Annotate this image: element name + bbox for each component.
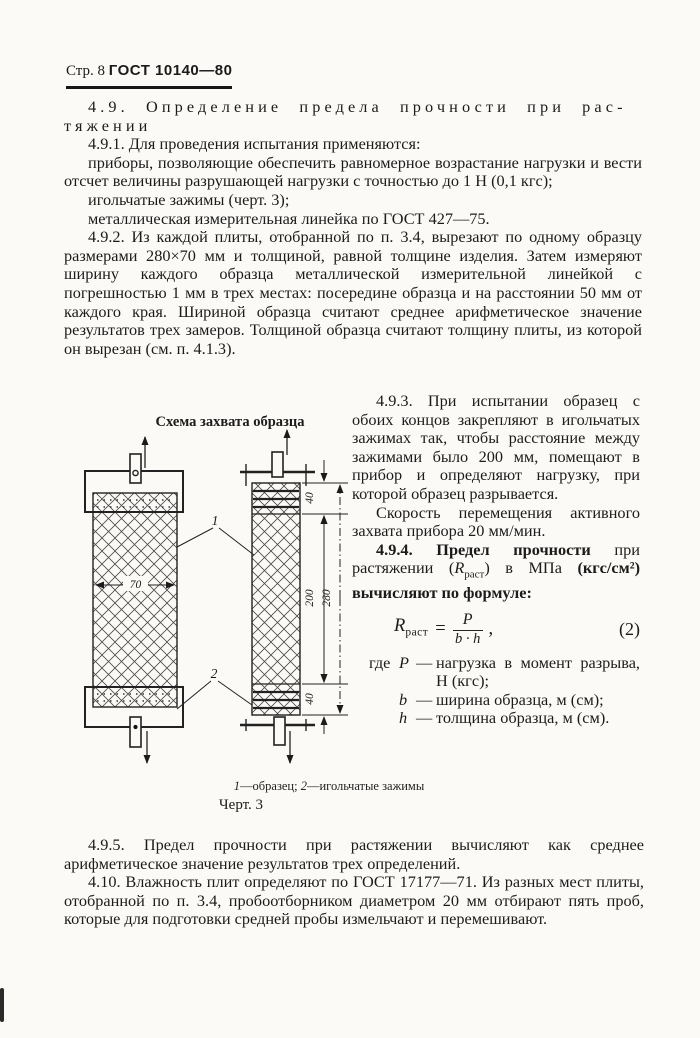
- paragraph-4-9-3: 4.9.3. При испытании образец с обоих концов закрепляют в игольчатых зажимах так, чтобы расстояние между зажимами было 200 мм, помещают в прибор и определяют нагрузку, при которой образец разрывается.: [352, 391, 640, 503]
- where-row-P: [352, 654, 640, 691]
- definition-h: толщина образца, м (см).: [436, 708, 610, 728]
- specimen-grip-diagram: [63, 408, 355, 770]
- where-row-h: [352, 709, 640, 727]
- figure-caption: [63, 779, 479, 794]
- p494-mid2: ) в МПа: [484, 558, 578, 578]
- bottom-clamp-tab: [130, 717, 141, 747]
- formula-lhs: [394, 617, 428, 642]
- p494-tail: (кгс/см²) вычисляют по формуле:: [352, 558, 641, 603]
- where-prefix: где: [369, 652, 391, 672]
- paragraph-ruler: металлическая измерительная линейка по ГОСТ 427—75.: [88, 208, 490, 228]
- equals-sign: =: [435, 618, 446, 639]
- definition-b: ширина образца, м (см);: [436, 689, 604, 709]
- paragraph-4-9-4: [352, 541, 640, 603]
- dim-200-label: 200: [304, 589, 316, 607]
- dim-70-label: 70: [129, 579, 142, 591]
- p494-mid1: при растяжении (: [352, 539, 640, 578]
- heading-4-9-line1: 4.9. Определение предела прочности при рас-: [88, 97, 627, 116]
- top-clamp-tab: [130, 454, 141, 483]
- section-outro: [64, 836, 644, 929]
- caption-key-1: 1: [233, 779, 241, 793]
- tab-pin: [133, 725, 137, 729]
- equation-number: (2): [619, 618, 640, 639]
- where-row-b: [352, 691, 640, 709]
- p494-variable: R: [454, 558, 465, 578]
- dim-280-label: 280: [321, 589, 333, 607]
- fraction: [453, 612, 483, 647]
- section-right-column: [352, 392, 640, 727]
- fraction-numerator: P: [453, 612, 483, 631]
- callout-2-clamps: 2: [210, 666, 218, 681]
- symbol-b: b: [399, 689, 408, 709]
- caption-key-2: 2: [300, 779, 307, 793]
- paragraph-clamps: игольчатые зажимы (черт. 3);: [88, 189, 290, 209]
- heading-4-9-line2: тяжении: [64, 115, 152, 135]
- callout-leaders: [177, 528, 254, 709]
- paragraph-4-9-2: 4.9.2. Из каждой плиты, отобранной по п. 3.4, вырезают по одному образцу размерами 280×70 мм и толщиной, равной толщине изделия. Затем измеряют ширину каждого образца металлической измерительной линейкой с погрешностью 1 мм в трех местах: посередине образца и на расстоянии 50 мм от каждого края. Шириной образца считают среднее арифметическое значение результатов трех замеров. Толщиной образца считают толщину плиты, из которой он вырезан (см. п. 4.1.3).: [64, 227, 642, 358]
- dash: —: [416, 708, 433, 728]
- paragraph-4-9-1: 4.9.1. Для проведения испытания применяются:: [88, 134, 421, 154]
- caption-text-2: —игольчатые зажимы: [306, 779, 425, 793]
- dim-40-bottom-label: 40: [304, 693, 316, 705]
- figure-chert-3: [63, 408, 363, 775]
- dash: —: [416, 652, 433, 672]
- caption-text-1: —образец;: [240, 779, 301, 793]
- page-number-label: Стр. 8: [66, 63, 106, 79]
- section-intro: [64, 98, 642, 358]
- formula-2: [352, 612, 640, 647]
- dash: —: [416, 689, 433, 709]
- formula-comma: ,: [488, 618, 494, 639]
- formula-variable-R: R: [394, 615, 406, 636]
- paragraph-devices: приборы, позволяющие обеспечить равномерное возрастание нагрузки и вести отсчет величины разрушающей нагрузки с точностью до 1 Н (0,1 кгс);: [64, 152, 642, 191]
- formula-subscript: раст: [405, 626, 429, 639]
- callout-1-specimen: 1: [211, 513, 219, 528]
- scan-artifact: [0, 988, 4, 1022]
- fraction-denominator: b · h: [454, 630, 481, 647]
- specimen-front-view: [85, 437, 183, 763]
- p494-subscript: раст: [464, 568, 485, 581]
- dim-40-top-label: 40: [304, 492, 316, 504]
- figure-title: Схема захвата образца: [155, 414, 305, 430]
- where-clause: [352, 654, 640, 728]
- paragraph-4-10: 4.10. Влажность плит определяют по ГОСТ 17177—71. Из разных мест плиты, отобранной по п. 3.4, пробоотборником диаметром 20 мм отбирают пять проб, которые для подготовки средней пробы измельчают и перемешивают.: [64, 872, 644, 929]
- figure-number: Черт. 3: [218, 797, 264, 813]
- page-header: [66, 62, 232, 89]
- definition-P: нагрузка в момент разрыва, Н (кгс);: [436, 652, 640, 691]
- paragraph-4-9-5: 4.9.5. Предел прочности при растяжении вычисляют как среднее арифметическое значение результатов трех определений.: [64, 835, 644, 873]
- symbol-h: h: [399, 708, 408, 728]
- p494-lead: 4.9.4. Предел прочности: [376, 539, 591, 559]
- paragraph-speed: Скорость перемещения активного захвата прибора 20 мм/мин.: [352, 502, 640, 541]
- symbol-P: P: [399, 652, 409, 672]
- standard-number-label: ГОСТ 10140—80: [108, 62, 233, 79]
